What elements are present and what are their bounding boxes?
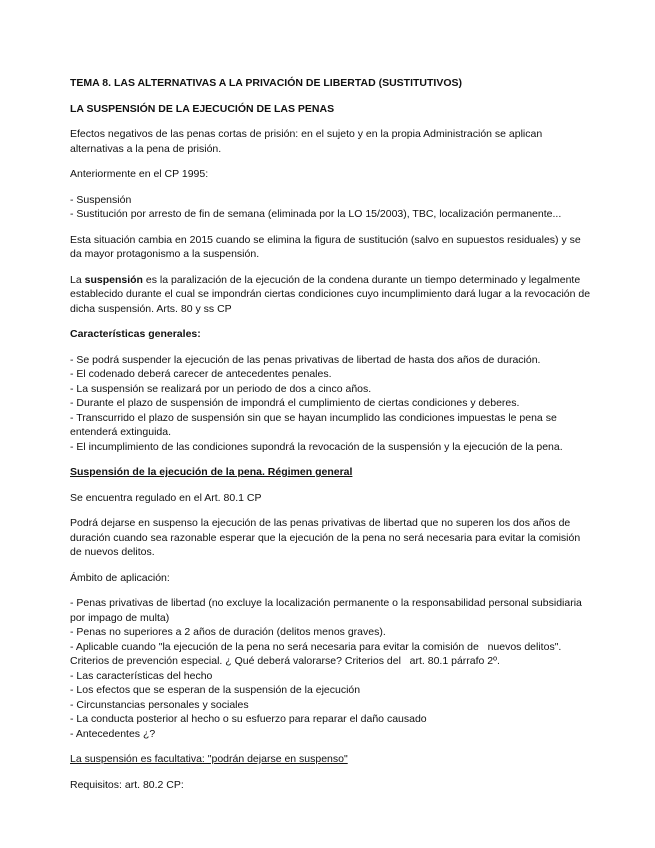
paragraph-anteriormente: Anteriormente en el CP 1995: — [70, 168, 209, 180]
paragraph-regulado: Se encuentra regulado en el Art. 80.1 CP — [70, 491, 262, 504]
list-item: - Penas privativas de libertad (no excluye la localización permanente o la responsabilidad personal subsidiaria por impago de multa) — [70, 597, 582, 624]
list-caracteristicas — [70, 353, 592, 455]
paragraph-situacion-2015: Esta situación cambia en 2015 cuando se elimina la figura de sustitución (salvo en supuestos residuales) y se da mayor protagonismo a la suspensión. — [70, 233, 581, 260]
list-item: - El codenado deberá carecer de antecedentes penales. — [70, 368, 332, 380]
list-item: - Transcurrido el plazo de suspensión sin que se hayan incumplido las condiciones impuestas le pena se entenderá extinguida. — [70, 411, 557, 438]
list-item: - Aplicable cuando "la ejecución de la pena no será necesaria para evitar la comisión de nuevos delitos". Criterios de prevención especial. ¿ Qué deberá valorarse? Criterios del art. 80.1 párrafo 2º. — [70, 640, 562, 667]
list-item: - Penas no superiores a 2 años de duración (delitos menos graves). — [70, 626, 386, 638]
list-ambito — [70, 596, 592, 741]
list-item: - La conducta posterior al hecho o su esfuerzo para reparar el daño causado — [70, 713, 427, 725]
heading-facultativa: La suspensión es facultativa: "podrán dejarse en suspenso" — [70, 753, 348, 765]
definicion-term: suspensión — [84, 273, 143, 286]
section-heading-suspension: LA SUSPENSIÓN DE LA EJECUCIÓN DE LAS PENAS — [70, 102, 335, 115]
doc-title: TEMA 8. LAS ALTERNATIVAS A LA PRIVACIÓN DE LIBERTAD (SUSTITUTIVOS) — [70, 77, 462, 89]
list-cp1995 — [70, 193, 592, 222]
paragraph-requisitos: Requisitos: art. 80.2 CP: — [70, 778, 184, 791]
list-item: - Sustitución por arresto de fin de semana (eliminada por la LO 15/2003), TBC, localización permanente... — [70, 208, 562, 220]
list-item: - Suspensión — [70, 193, 132, 206]
paragraph-podra-dejarse: Podrá dejarse en suspenso la ejecución de las penas privativas de libertad que no superen los dos años de duración cuando sea razonable esperar que la ejecución de la pena no será necesaria para evitar la comisión de nuevos delitos. — [70, 517, 581, 558]
heading-ambito: Ámbito de aplicación: — [70, 571, 170, 584]
heading-regimen-general: Suspensión de la ejecución de la pena. Régimen general — [70, 466, 353, 478]
list-item: - Los efectos que se esperan de la suspensión de la ejecución — [70, 684, 361, 696]
list-item: - Circunstancias personales y sociales — [70, 698, 249, 711]
list-item: - Las características del hecho — [70, 669, 213, 682]
list-item: - Antecedentes ¿? — [70, 727, 156, 740]
list-item: - La suspensión se realizará por un periodo de dos a cinco años. — [70, 382, 372, 395]
definicion-rest: es la paralización de la ejecución de la condena durante un tiempo determinado y legalmente establecido durante el cual se impondrán ciertas condiciones cuyo incumplimiento dará lugar a la revocación de dicha suspensión. Arts. 80 y ss CP — [70, 273, 591, 315]
list-item: - El incumplimiento de las condiciones supondrá la revocación de la suspensión y la ejecución de la pena. — [70, 440, 563, 453]
definicion-prefix: La — [70, 273, 85, 286]
heading-caracteristicas: Características generales: — [70, 328, 201, 340]
list-item: - Se podrá suspender la ejecución de las penas privativas de libertad de hasta dos años de duración. — [70, 353, 541, 366]
list-item: - Durante el plazo de suspensión de impondrá el cumplimiento de ciertas condiciones y deberes. — [70, 397, 520, 409]
paragraph-definicion-suspension — [70, 273, 592, 317]
paragraph-efectos: Efectos negativos de las penas cortas de prisión: en el sujeto y en la propia Administración se aplican alternativas a la pena de prisión. — [70, 128, 543, 155]
